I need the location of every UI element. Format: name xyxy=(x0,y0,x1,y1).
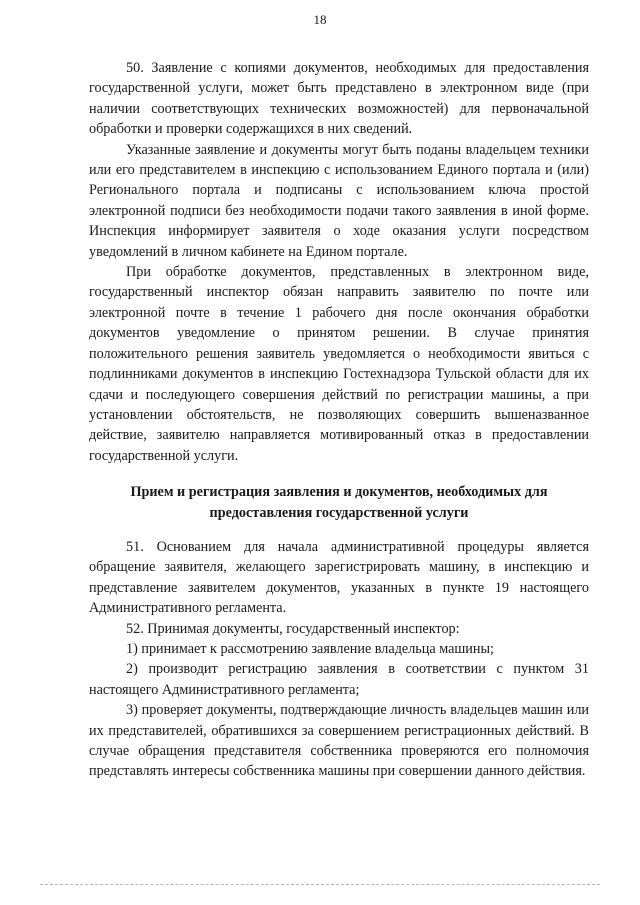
paragraph-51: 51. Основанием для начала административной процедуры является обращение заявителя, желающего зарегистрировать машину, в инспекцию и представление заявителем документов, указанных в пункте 19 настоящего Административного регламента. xyxy=(89,538,589,617)
document-body xyxy=(89,58,589,782)
section-heading: Прием и регистрация заявления и документов, необходимых для предоставления государственной услуги xyxy=(130,484,548,521)
list-item-1: 1) принимает к рассмотрению заявление владельца машины; xyxy=(126,640,494,657)
paragraph-processing: При обработке документов, представленных в электронном виде, государственный инспектор обязан направить заявителю по почте или электронной почте в течение 1 рабочего дня после окончания обработки документов уведомление о принятом решении. В случае принятия положительного решения заявитель уведомляется о необходимости явиться с подлинниками документов в инспекцию Гостехнадзора Тульской области для их сдачи и последующего совершения действий по регистрации машины, а при установлении обстоятельств, не позволяющих совершить вышеназванное действие, заявителю направляется мотивированный отказ в предоставлении государственной услуги. xyxy=(89,264,589,464)
list-item-3: 3) проверяет документы, подтверждающие личность владельцев машин или их представителей, обратившихся за совершением регистрационных действий. В случае обращения представителя собственника проверяются его полномочия представлять интересы собственника машины при совершении данного действия. xyxy=(89,702,589,780)
paragraph-52: 52. Принимая документы, государственный инспектор: xyxy=(126,620,460,637)
footer-dashed-line xyxy=(40,884,600,885)
paragraph-electronic-submission: Указанные заявление и документы могут быть поданы владельцем техники или его представителем в инспекцию с использованием Единого портала и (или) Регионального портала и подписаны с использованием ключа простой электронной подписи без необходимости подачи такого заявления в иной форме. Инспекция информирует заявителя о ходе оказания услуги посредством уведомлений в личном кабинете на Едином портале. xyxy=(89,141,589,260)
page-number: 18 xyxy=(313,12,327,27)
list-item-2: 2) производит регистрацию заявления в соответствии с пунктом 31 настоящего Административного регламента; xyxy=(89,661,589,698)
paragraph-50: 50. Заявление с копиями документов, необходимых для предоставления государственной услуги, может быть представлено в электронном виде (при наличии соответствующих технических возможностей) для первоначальной обработки и проверки содержащихся в них сведений. xyxy=(89,60,589,138)
